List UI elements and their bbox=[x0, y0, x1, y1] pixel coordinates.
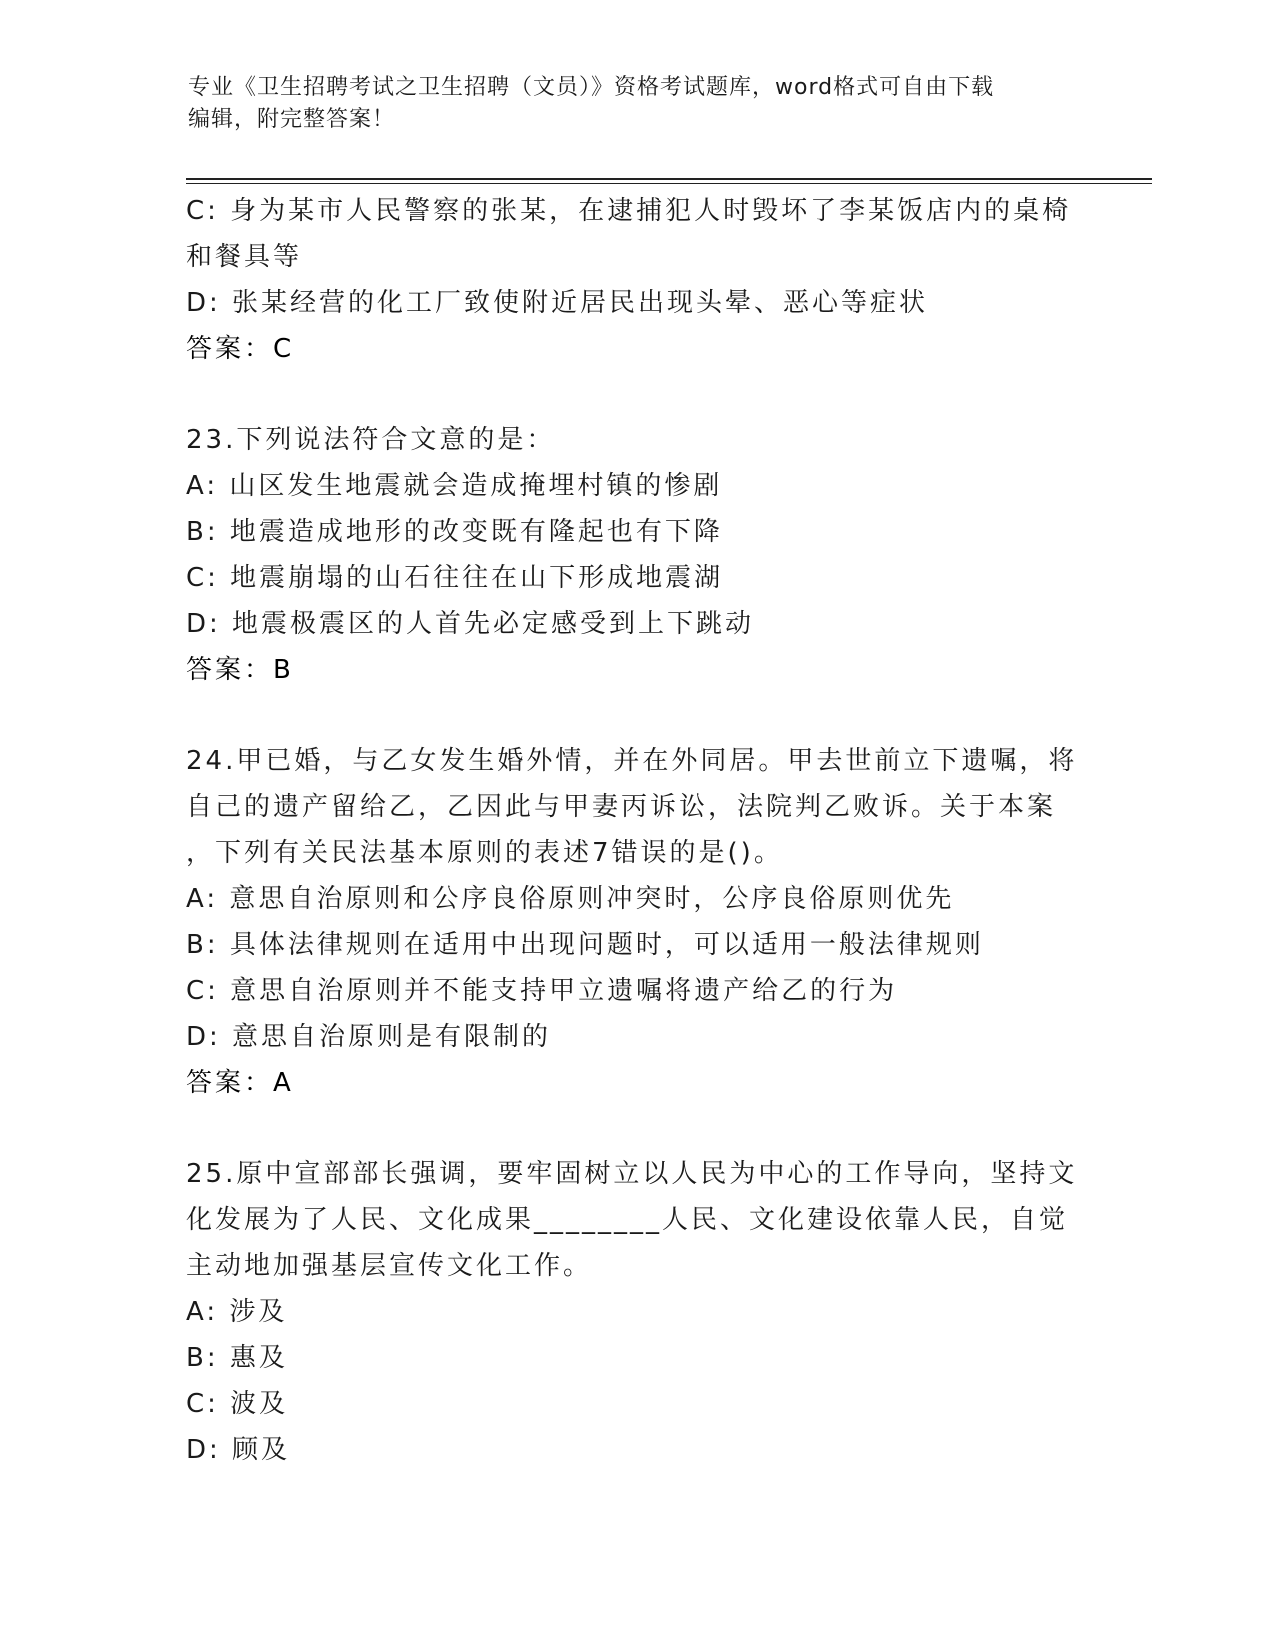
question-stem: 23.下列说法符合文意的是： bbox=[186, 425, 556, 455]
option-a: A: 意思自治原则和公序良俗原则冲突时，公序良俗原则优先 bbox=[186, 884, 955, 914]
question-stem-continued: ，下列有关民法基本原则的表述7错误的是()。 bbox=[186, 838, 783, 868]
option-b: B: 具体法律规则在适用中出现问题时，可以适用一般法律规则 bbox=[186, 930, 984, 960]
document-header bbox=[188, 72, 1088, 136]
option-c-continued: 和餐具等 bbox=[186, 242, 303, 272]
option-b: B: 地震造成地形的改变既有隆起也有下降 bbox=[186, 517, 723, 547]
answer: 答案：A bbox=[186, 1068, 294, 1098]
question-23 bbox=[186, 417, 1086, 693]
option-d: D: 地震极震区的人首先必定感受到上下跳动 bbox=[186, 609, 755, 639]
question-25 bbox=[186, 1151, 1086, 1473]
option-d: D: 张某经营的化工厂致使附近居民出现头晕、恶心等症状 bbox=[186, 288, 929, 318]
option-d: D: 顾及 bbox=[186, 1435, 291, 1465]
question-stem-continued: 主动地加强基层宣传文化工作。 bbox=[186, 1251, 593, 1281]
question-stem: 24.甲已婚，与乙女发生婚外情，并在外同居。甲去世前立下遗嘱，将 bbox=[186, 746, 1078, 776]
spacer bbox=[186, 693, 1086, 738]
header-line-2: 编辑，附完整答案！ bbox=[188, 107, 396, 132]
answer: 答案：C bbox=[186, 334, 295, 364]
spacer bbox=[186, 372, 1086, 417]
question-list bbox=[186, 188, 1086, 1473]
option-c: C: 波及 bbox=[186, 1389, 289, 1419]
question-stem-continued: 自己的遗产留给乙，乙因此与甲妻丙诉讼，法院判乙败诉。关于本案 bbox=[186, 792, 1057, 822]
header-line-1: 专业《卫生招聘考试之卫生招聘（文员）》资格考试题库，word格式可自由下载 bbox=[188, 75, 995, 100]
header-divider-thick bbox=[186, 178, 1152, 180]
answer: 答案：B bbox=[186, 655, 294, 685]
spacer bbox=[186, 1106, 1086, 1151]
question-22 bbox=[186, 188, 1086, 372]
option-a: A: 山区发生地震就会造成掩埋村镇的惨剧 bbox=[186, 471, 723, 501]
question-24 bbox=[186, 738, 1086, 1106]
option-c: C: 身为某市人民警察的张某，在逮捕犯人时毁坏了李某饭店内的桌椅 bbox=[186, 196, 1072, 226]
option-d: D: 意思自治原则是有限制的 bbox=[186, 1022, 552, 1052]
question-stem: 25.原中宣部部长强调，要牢固树立以人民为中心的工作导向，坚持文 bbox=[186, 1159, 1078, 1189]
option-b: B: 惠及 bbox=[186, 1343, 288, 1373]
option-c: C: 意思自治原则并不能支持甲立遗嘱将遗产给乙的行为 bbox=[186, 976, 898, 1006]
header-divider-thin bbox=[186, 183, 1152, 184]
option-c: C: 地震崩塌的山石往往在山下形成地震湖 bbox=[186, 563, 724, 593]
question-stem-continued: 化发展为了人民、文化成果________人民、文化建设依靠人民，自觉 bbox=[186, 1205, 1069, 1235]
option-a: A: 涉及 bbox=[186, 1297, 288, 1327]
